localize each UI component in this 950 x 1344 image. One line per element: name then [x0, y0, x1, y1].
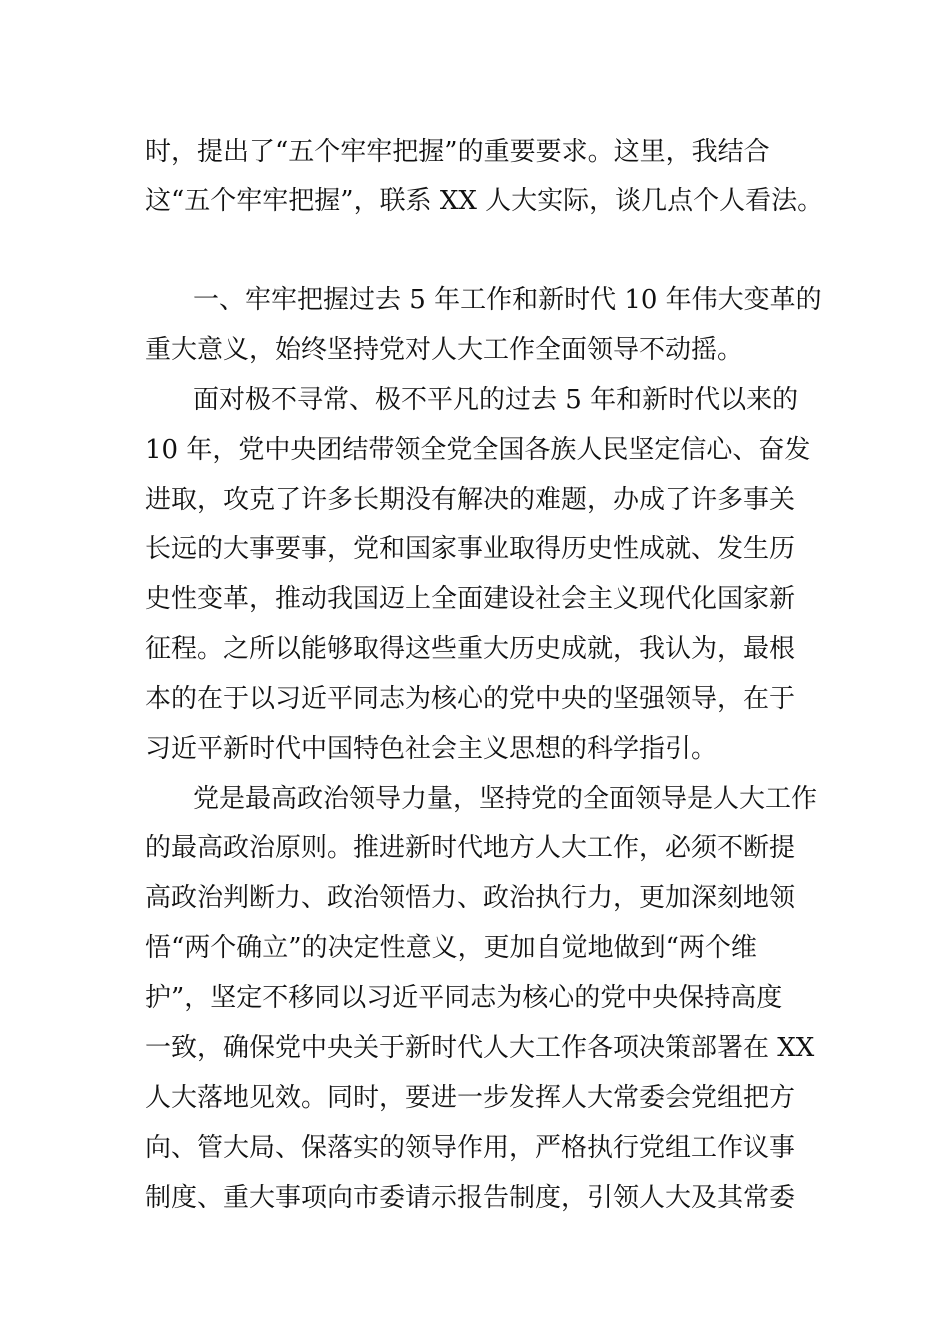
section-heading-line: 一、牢牢把握过去 5 年工作和新时代 10 年伟大变革的 — [193, 285, 822, 315]
paragraph-line: 本的在于以习近平同志为核心的党中央的坚强领导，在于 — [145, 684, 796, 714]
paragraph-line: 的最高政治原则。推进新时代地方人大工作，必须不断提 — [145, 833, 796, 863]
paragraph-line: 护”，坚定不移同以习近平同志为核心的党中央保持高度 — [145, 983, 783, 1013]
paragraph-line: 长远的大事要事，党和国家事业取得历史性成就、发生历 — [145, 534, 796, 564]
paragraph-line: 制度、重大事项向市委请示报告制度，引领人大及其常委 — [145, 1183, 796, 1213]
paragraph-line: 进取，攻克了许多长期没有解决的难题，办成了许多事关 — [145, 485, 796, 515]
intro-line: 这“五个牢牢把握”，联系 XX 人大实际，谈几点个人看法。 — [145, 186, 824, 216]
paragraph-line: 悟“两个确立”的决定性意义，更加自觉地做到“两个维 — [145, 933, 757, 963]
paragraph-line: 面对极不寻常、极不平凡的过去 5 年和新时代以来的 — [193, 385, 799, 415]
paragraph-line: 史性变革，推动我国迈上全面建设社会主义现代化国家新 — [145, 584, 796, 614]
paragraph-line: 党是最高政治领导力量，坚持党的全面领导是人大工作 — [193, 784, 818, 814]
paragraph-line: 高政治判断力、政治领悟力、政治执行力，更加深刻地领 — [145, 883, 796, 913]
paragraph-line: 征程。之所以能够取得这些重大历史成就，我认为，最根 — [145, 634, 796, 664]
paragraph-line: 人大落地见效。同时，要进一步发挥人大常委会党组把方 — [145, 1083, 796, 1113]
section-heading-line: 重大意义，始终坚持党对人大工作全面领导不动摇。 — [145, 335, 744, 365]
paragraph-line: 10 年，党中央团结带领全党全国各族人民坚定信心、奋发 — [145, 435, 811, 465]
paragraph-line: 一致，确保党中央关于新时代人大工作各项决策部署在 XX — [145, 1033, 815, 1063]
intro-line: 时，提出了“五个牢牢把握”的重要要求。这里，我结合 — [145, 137, 770, 167]
paragraph-line: 习近平新时代中国特色社会主义思想的科学指引。 — [145, 734, 718, 764]
paragraph-line: 向、管大局、保落实的领导作用，严格执行党组工作议事 — [145, 1133, 796, 1163]
